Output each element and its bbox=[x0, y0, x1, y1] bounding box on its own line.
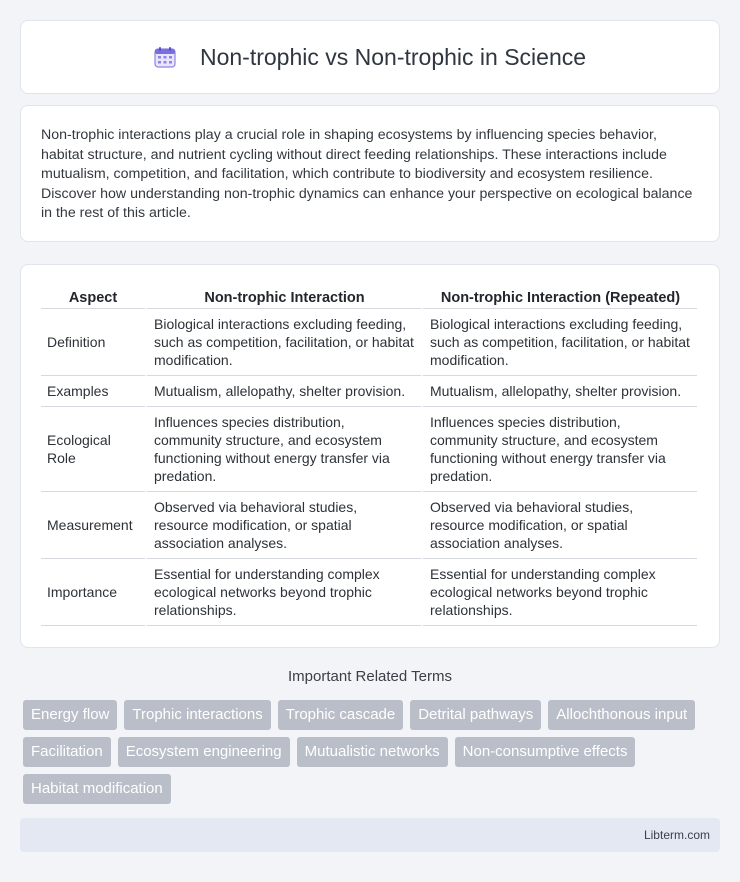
related-term-tag[interactable]: Trophic interactions bbox=[124, 700, 270, 730]
related-term-tag[interactable]: Trophic cascade bbox=[278, 700, 404, 730]
table-cell: Influences species distribution, community structure, and ecosystem functioning without energy transfer via predation. bbox=[421, 407, 697, 492]
intro-text: Non-trophic interactions play a crucial role in shaping ecosystems by influencing species behavior, habitat structure, and nutrient cycling without direct feeding relationships. These interactions include mutualism, competition, and facilitation, which contribute to biodiversity and ecosystem resilience. Discover how understanding non-trophic dynamics can enhance your perspective on ecological balance in the rest of this article. bbox=[41, 127, 693, 222]
related-term-tag[interactable]: Detrital pathways bbox=[410, 700, 541, 730]
related-term-tag[interactable]: Non-consumptive effects bbox=[455, 737, 636, 767]
footer bbox=[20, 818, 720, 852]
comparison-table bbox=[41, 285, 697, 626]
table-cell: Essential for understanding complex ecological networks beyond trophic relationships. bbox=[145, 559, 421, 626]
table-cell: Biological interactions excluding feeding, such as competition, facilitation, or habitat modification. bbox=[145, 309, 421, 376]
table-cell: Biological interactions excluding feeding, such as competition, facilitation, or habitat modification. bbox=[421, 309, 697, 376]
table-cell-aspect: Definition bbox=[41, 309, 145, 376]
page-title: Non-trophic vs Non-trophic in Science bbox=[199, 43, 587, 70]
intro-card bbox=[20, 105, 720, 242]
table-cell-aspect: Ecological Role bbox=[41, 407, 145, 492]
related-term-tag[interactable]: Mutualistic networks bbox=[297, 737, 448, 767]
table-row bbox=[41, 376, 697, 407]
table-row bbox=[41, 492, 697, 559]
comparison-table-card bbox=[20, 264, 720, 648]
table-cell: Essential for understanding complex ecological networks beyond trophic relationships. bbox=[421, 559, 697, 626]
table-cell: Observed via behavioral studies, resource modification, or spatial association analyses. bbox=[145, 492, 421, 559]
table-cell: Mutualism, allelopathy, shelter provision. bbox=[145, 376, 421, 407]
table-row bbox=[41, 559, 697, 626]
table-row bbox=[41, 407, 697, 492]
related-terms-title: Important Related Terms bbox=[288, 668, 452, 685]
table-cell-aspect: Importance bbox=[41, 559, 145, 626]
related-term-tag[interactable]: Ecosystem engineering bbox=[118, 737, 290, 767]
related-terms-list bbox=[23, 700, 723, 804]
header-card bbox=[20, 20, 720, 94]
table-cell-aspect: Measurement bbox=[41, 492, 145, 559]
related-term-tag[interactable]: Facilitation bbox=[23, 737, 111, 767]
column-header: Aspect bbox=[41, 285, 145, 309]
footer-brand-link[interactable]: Libterm.com bbox=[643, 828, 710, 842]
table-header-row bbox=[41, 285, 697, 309]
table-cell: Mutualism, allelopathy, shelter provision. bbox=[421, 376, 697, 407]
calendar-icon bbox=[154, 46, 176, 68]
table-cell: Observed via behavioral studies, resource modification, or spatial association analyses. bbox=[421, 492, 697, 559]
related-term-tag[interactable]: Habitat modification bbox=[23, 774, 171, 804]
table-row bbox=[41, 309, 697, 376]
related-term-tag[interactable]: Allochthonous input bbox=[548, 700, 695, 730]
table-cell: Influences species distribution, community structure, and ecosystem functioning without energy transfer via predation. bbox=[145, 407, 421, 492]
column-header: Non-trophic Interaction bbox=[145, 285, 421, 309]
table-cell-aspect: Examples bbox=[41, 376, 145, 407]
column-header: Non-trophic Interaction (Repeated) bbox=[421, 285, 697, 309]
related-term-tag[interactable]: Energy flow bbox=[23, 700, 117, 730]
